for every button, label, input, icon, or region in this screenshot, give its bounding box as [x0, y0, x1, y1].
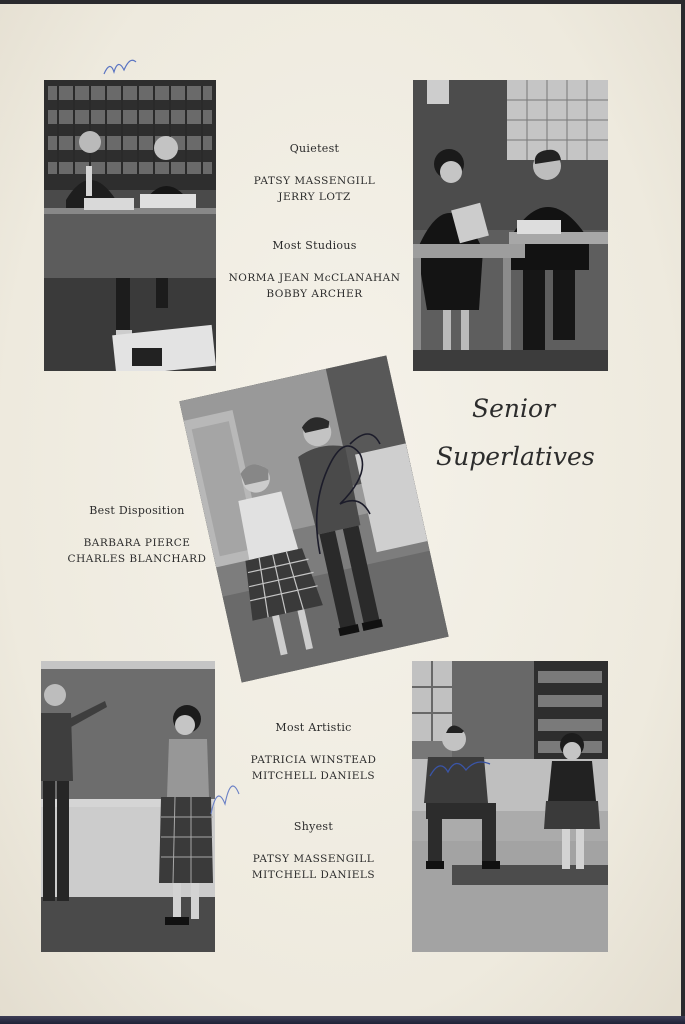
caption-best-disposition: [54, 503, 220, 567]
category-shyest: Shyest: [293, 820, 334, 833]
caption-quietest: [216, 141, 413, 205]
signature-ink-top: [100, 52, 140, 82]
winner-name: PATRICIA WINSTEAD: [250, 754, 377, 766]
winner-name: BOBBY ARCHER: [266, 288, 363, 300]
category-most-studious: Most Studious: [272, 239, 357, 252]
winner-name: NORMA JEAN McCLANAHAN: [228, 272, 401, 284]
photo-most-studious: [413, 80, 608, 371]
photo-quietest: [44, 80, 216, 371]
winner-name: JERRY LOTZ: [278, 191, 351, 203]
winner-name: CHARLES BLANCHARD: [67, 553, 207, 565]
category-best-disposition: Best Disposition: [89, 504, 185, 517]
photo-shyest: [412, 661, 608, 952]
caption-most-artistic: [215, 720, 412, 784]
winner-name: PATSY MASSENGILL: [252, 853, 375, 865]
page-title-line-1: Senior: [472, 394, 556, 423]
winner-name: PATSY MASSENGILL: [253, 175, 376, 187]
library-scene-icon: [44, 80, 216, 371]
chalkboard-scene-icon: [41, 661, 215, 952]
winner-name: MITCHELL DANIELS: [251, 770, 376, 782]
studying-scene-icon: [413, 80, 608, 371]
sofa-scene-icon: [412, 661, 608, 952]
yearbook-page: [0, 4, 681, 1020]
caption-most-studious: [216, 238, 413, 302]
page-title-line-2: Superlatives: [436, 442, 595, 471]
winner-name: BARBARA PIERCE: [83, 537, 191, 549]
caption-shyest: [215, 819, 412, 883]
photo-most-artistic: [41, 661, 215, 952]
winner-name: MITCHELL DANIELS: [251, 869, 376, 881]
page-bottom-edge: [0, 1016, 685, 1024]
category-quietest: Quietest: [289, 142, 340, 155]
category-most-artistic: Most Artistic: [275, 721, 352, 734]
